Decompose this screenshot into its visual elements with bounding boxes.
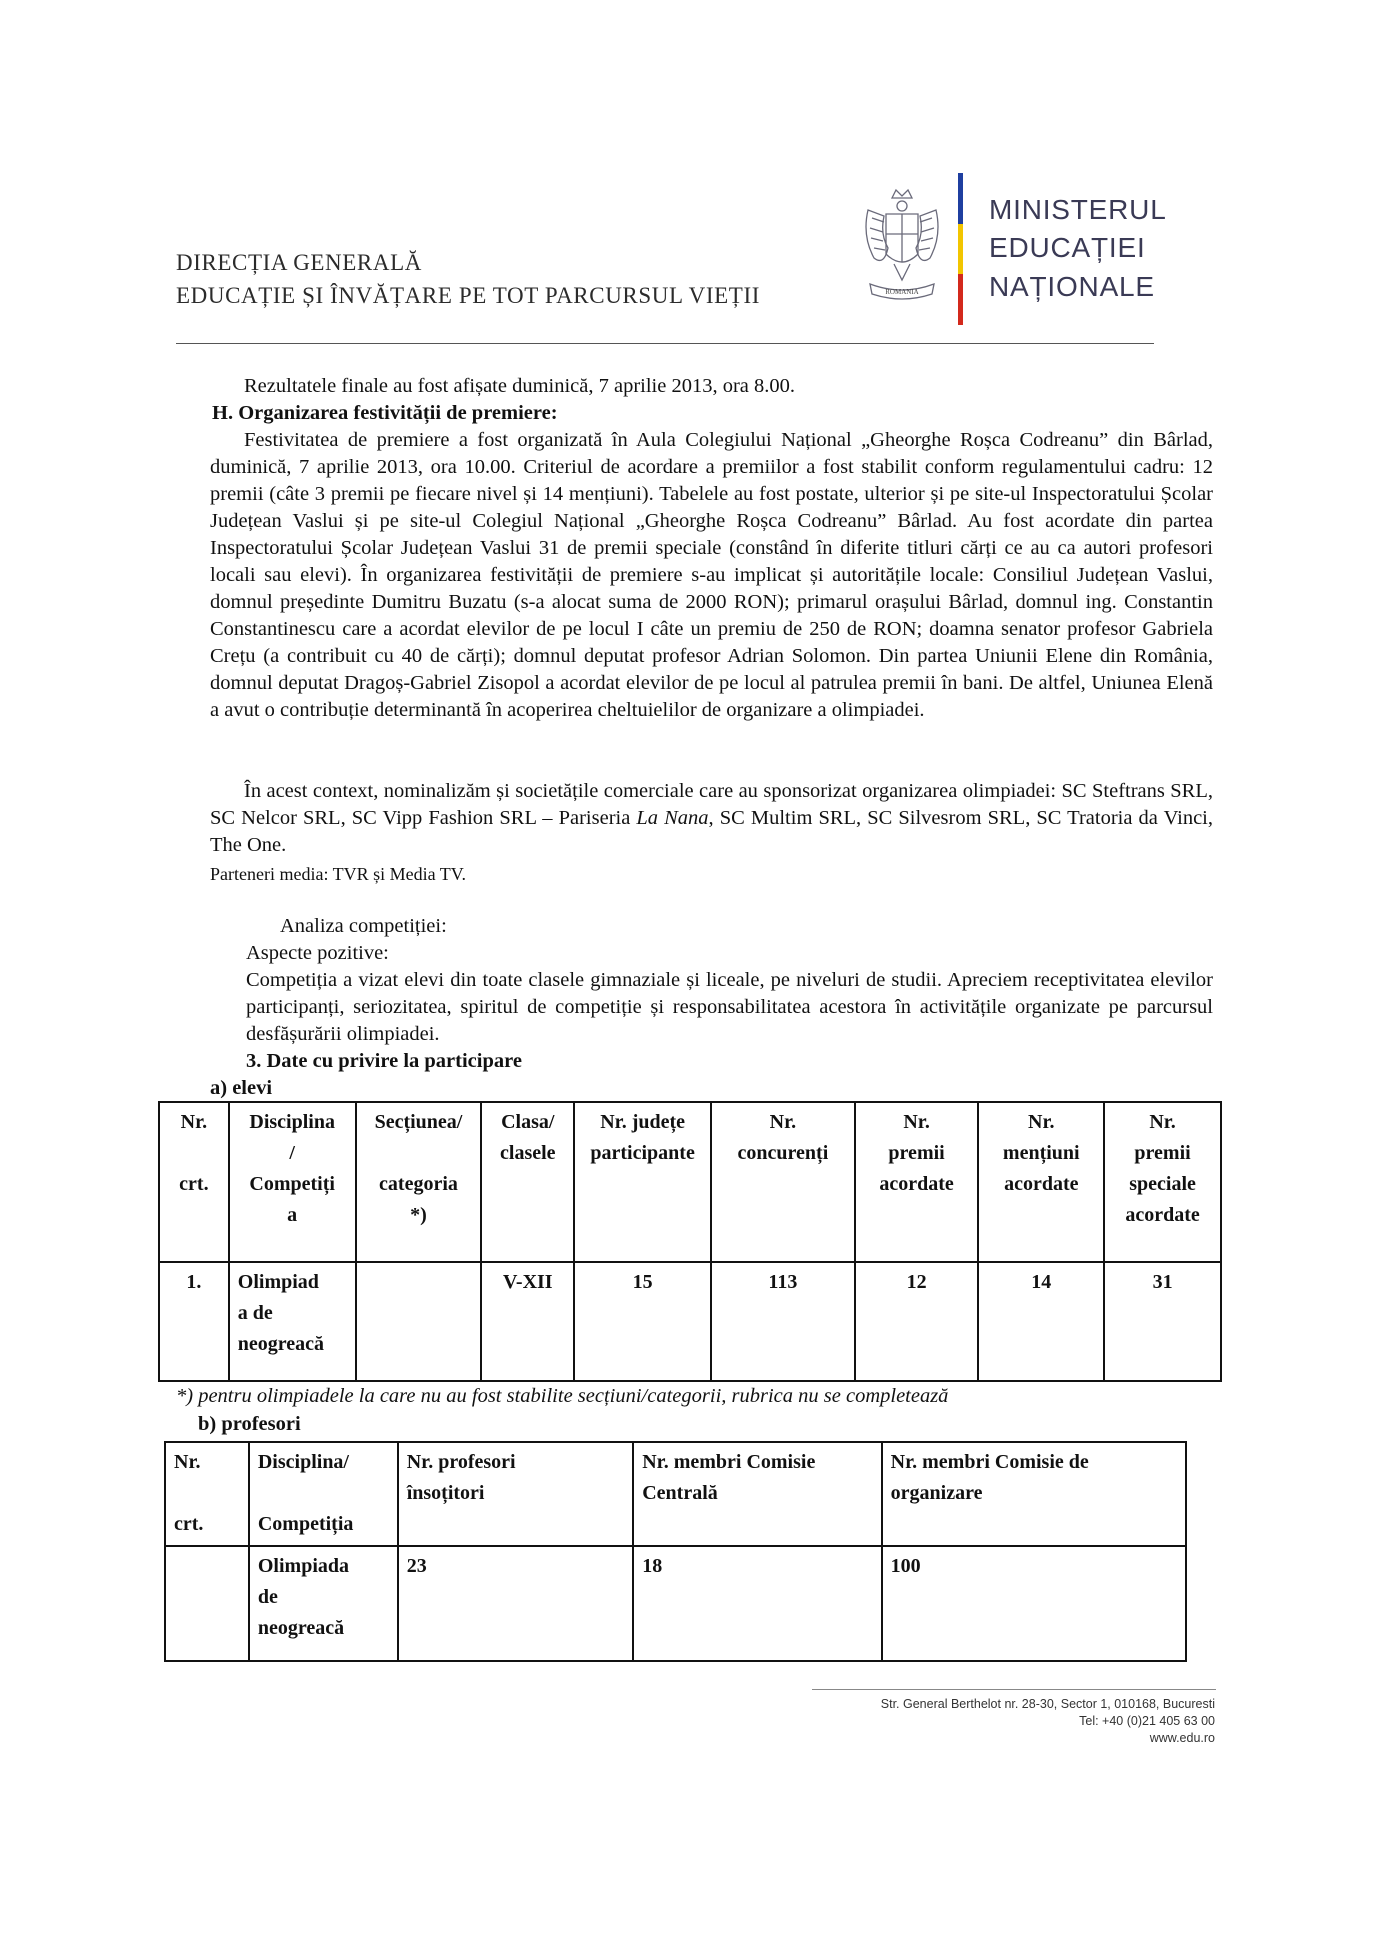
teachers-table [164, 1441, 1187, 1662]
table-row [159, 1262, 1221, 1381]
coat-of-arms-icon [858, 188, 946, 306]
th-counties: Nr. județe participante [574, 1102, 711, 1262]
th-special-prizes: Nr. premii speciale acordate [1104, 1102, 1221, 1262]
footer-website: www.edu.ro [1149, 1731, 1215, 1745]
tricolor-blue [958, 173, 963, 224]
footer-phone: Tel: +40 (0)21 405 63 00 [1079, 1714, 1215, 1728]
tricolor-red [958, 274, 963, 325]
sponsors-text-2: , SC Multim SRL, SC Silvesrom SRL, SC Tratoria da Vinci, The One. [210, 807, 1214, 856]
subsection-b-teachers: b) profesori [198, 1413, 301, 1435]
paragraph-festivity-text: Festivitatea de premiere a fost organizată în Aula Colegiului Național „Gheorghe Roșca Codreanu” din Bârlad, duminică, 7 aprilie 2013, ora 10.00. Criteriul de acordare a premiilor a fost stabilit conform regulamentului cadru: 12 premii (câte 3 premii pe fiecare nivel și 14 mențiuni). Tabelele au fost postate, ulterior și pe site-ul Inspectoratului Școlar Județean Vaslui și pe site-ul Colegiul Național „Gheorghe Roșca Codreanu” Bârlad. Au fost acordate din partea Inspectoratului Școlar Județean Vaslui 31 de premii speciale (constând în diferite titluri cărți ce au ca autori profesori locali sau elevi). În organizarea festivității de premiere s-au implicat și autoritățile locale: Consiliul Județean Vaslui, domnul președinte Dumitru Buzatu (s-a alocat suma de 2000 RON); primarul orașului Bârlad, domnul ing. Constantin Constantinescu care a acordat elevilor de pe locul I câte un premiu de 250 de RON; doamna senator profesor Gabriela Crețu (a contribuit cu 40 de cărți); domnul deputat profesor Adrian Solomon. Din partea Uniunii Elene din România, domnul deputat Dragoș-Gabriel Zisopol a acordat elevilor de pe locul al patrulea premii în bani. De altfel, Uniunea Elenă a avut o contribuție determinantă în acoperirea cheltuielilor de organizare a olimpiadei. [210, 429, 1213, 721]
footer-divider [812, 1689, 1216, 1690]
cell2-nr [165, 1546, 249, 1661]
results-line: Rezultatele finale au fost afișate duminică, 7 aprilie 2013, ora 8.00. [244, 375, 796, 397]
table-row [165, 1546, 1186, 1661]
cell-counties: 15 [574, 1262, 711, 1381]
th-mentions: Nr. mențiuni acordate [978, 1102, 1104, 1262]
cell-competitors: 113 [711, 1262, 855, 1381]
paragraph-festivity [210, 427, 1213, 724]
cell2-teachers: 23 [398, 1546, 634, 1661]
th-section: Secțiunea/ categoria *) [356, 1102, 482, 1262]
cell-class: V-XII [481, 1262, 574, 1381]
cell-section [356, 1262, 482, 1381]
section-3-heading: 3. Date cu privire la participare [246, 1050, 522, 1072]
th2-organizing-commission: Nr. membri Comisie de organizare [882, 1442, 1186, 1546]
cell-discipline: Olimpiad a de neogreacă [229, 1262, 356, 1381]
cell2-central: 18 [633, 1546, 881, 1661]
paragraph-sponsors [210, 778, 1213, 859]
cell-nr: 1. [159, 1262, 229, 1381]
analysis-title: Analiza competiției: [280, 915, 447, 937]
th-prizes: Nr. premii acordate [855, 1102, 979, 1262]
positive-aspects-title: Aspecte pozitive: [246, 942, 389, 964]
crest-banner-text: ROMANIA [885, 288, 919, 296]
ministry-line-1: MINISTERUL [989, 194, 1167, 225]
ministry-line-2: EDUCAȚIEI [989, 232, 1146, 263]
tricolor-yellow [958, 224, 963, 275]
tricolor-bar [958, 173, 963, 325]
th-competitors: Nr. concurenți [711, 1102, 855, 1262]
cell2-organizing: 100 [882, 1546, 1186, 1661]
positive-aspects-text: Competiția a vizat elevi din toate clasele gimnaziale și liceale, pe niveluri de studii. Apreciem receptivitatea elevilor participanți, seriozitatea, spiritul de competiție și responsabilitatea acestora în activitățile organizate pe parcursul desfășurării olimpiadei. [246, 969, 1213, 1045]
th2-central-commission: Nr. membri Comisie Centrală [633, 1442, 881, 1546]
table-footnote: *) pentru olimpiadele la care nu au fost stabilite secțiuni/categorii, rubrica nu se completează [176, 1385, 949, 1407]
subsection-a-students: a) elevi [210, 1077, 273, 1099]
th-discipline: Disciplina / Competiți a [229, 1102, 356, 1262]
directorate-line-2: EDUCAȚIE ȘI ÎNVĂȚARE PE TOT PARCURSUL VIEȚII [176, 283, 760, 308]
sponsors-italic: La Nana [636, 807, 709, 829]
section-h-heading: H. Organizarea festivității de premiere: [212, 402, 558, 424]
footer-address: Str. General Berthelot nr. 28-30, Sector 1, 010168, Bucuresti [880, 1697, 1215, 1711]
cell-mentions: 14 [978, 1262, 1104, 1381]
students-table [158, 1101, 1222, 1382]
cell-prizes: 12 [855, 1262, 979, 1381]
th-nr-crt: Nr. crt. [159, 1102, 229, 1262]
cell-special-prizes: 31 [1104, 1262, 1221, 1381]
directorate-line-1: DIRECȚIA GENERALĂ [176, 250, 422, 275]
th-class: Clasa/ clasele [481, 1102, 574, 1262]
ministry-line-3: NAȚIONALE [989, 271, 1155, 302]
sponsors-text-1: În acest context, nominalizăm și societățile comerciale care au sponsorizat organizarea olimpiadei: SC Steftrans SRL, SC Nelcor SRL, SC Vipp Fashion SRL – Pariseria [210, 780, 1213, 829]
th2-nr-crt: Nr. crt. [165, 1442, 249, 1546]
cell2-discipline: Olimpiada de neogreacă [249, 1546, 398, 1661]
th2-accompanying-teachers: Nr. profesori însoțitori [398, 1442, 634, 1546]
media-partners: Parteneri media: TVR și Media TV. [210, 864, 466, 884]
th2-discipline: Disciplina/ Competiția [249, 1442, 398, 1546]
header-divider [176, 343, 1154, 344]
